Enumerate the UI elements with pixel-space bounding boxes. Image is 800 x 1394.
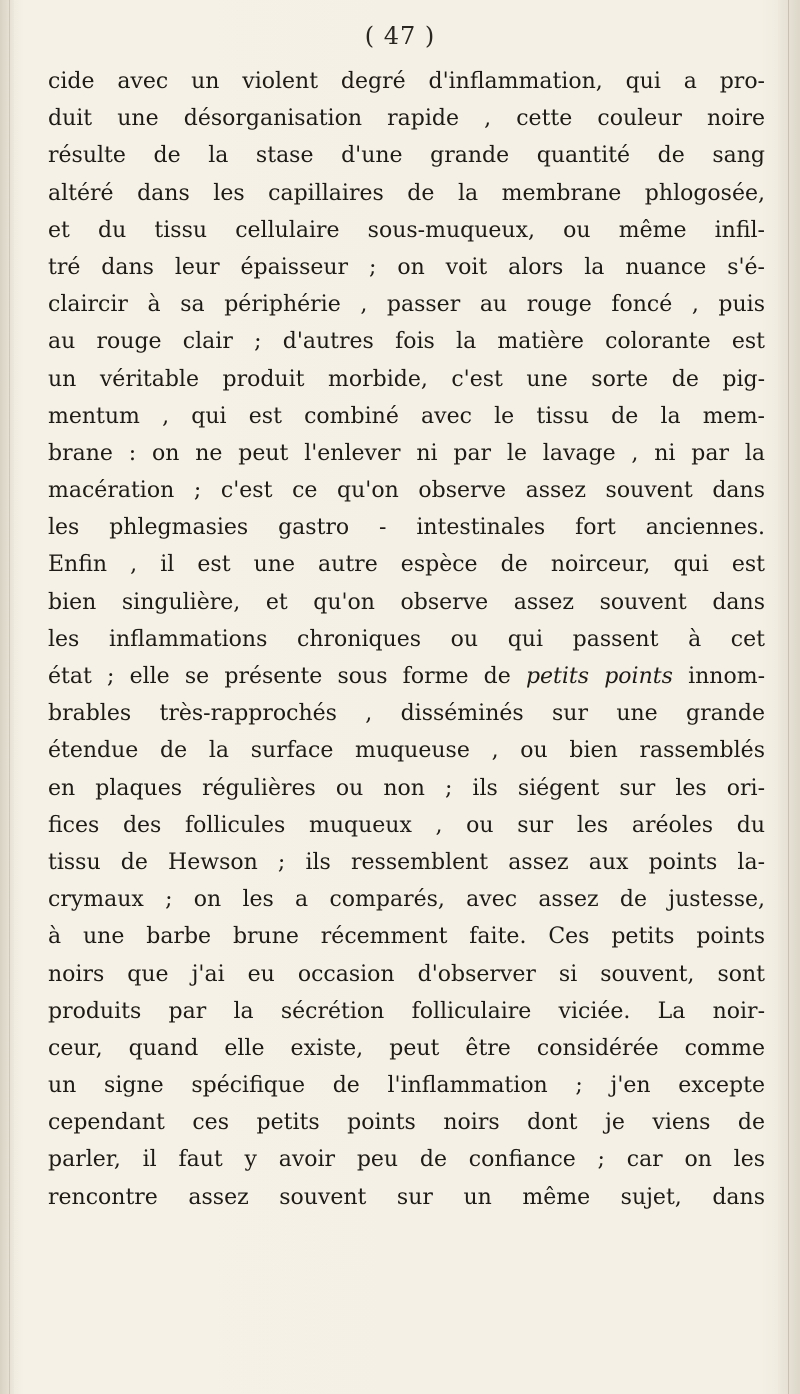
text-line: et du tissu cellulaire sous-muqueux, ou même infil-: [48, 217, 765, 243]
text-line: en plaques régulières ou non ; ils siégent sur les ori-: [48, 775, 765, 801]
text-line: un signe spécifique de l'inflammation ; j'en excepte: [48, 1073, 765, 1099]
text-line: fices des follicules muqueux , ou sur les aréoles du: [48, 812, 765, 838]
text-line: à une barbe brune récemment faite. Ces petits points: [48, 924, 765, 950]
text-line: brane : on ne peut l'enlever ni par le lavage , ni par la: [48, 440, 765, 466]
text-line: macération ; c'est ce qu'on observe assez souvent dans: [48, 478, 765, 504]
text-line: brables très-rapprochés , disséminés sur une grande: [48, 701, 765, 727]
text-line: les inflammations chroniques ou qui passent à cet: [48, 626, 765, 652]
text-line: claircir à sa périphérie , passer au rouge foncé , puis: [48, 292, 765, 318]
text-line: les phlegmasies gastro - intestinales fort anciennes.: [48, 515, 765, 541]
text-line: altéré dans les capillaires de la membrane phlogosée,: [48, 180, 765, 206]
text-line: parler, il faut y avoir peu de confiance ; car on les: [48, 1147, 765, 1173]
text-line: un véritable produit morbide, c'est une sorte de pig-: [48, 366, 765, 392]
text-segment: innom-: [672, 664, 765, 689]
text-line-with-italic: [48, 658, 765, 695]
page-right-edge: [778, 0, 800, 1394]
body-text: [48, 63, 765, 1216]
italic-phrase: petits points: [525, 664, 673, 689]
text-segment: état ; elle se présente sous forme de: [48, 664, 526, 689]
text-line: tissu de Hewson ; ils ressemblent assez aux points la-: [48, 849, 765, 875]
text-line: mentum , qui est combiné avec le tissu de la mem-: [48, 403, 765, 429]
text-line: bien singulière, et qu'on observe assez souvent dans: [48, 589, 765, 615]
text-line: duit une désorganisation rapide , cette couleur noire: [48, 106, 765, 132]
text-line: cide avec un violent degré d'inflammation, qui a pro-: [48, 69, 765, 94]
text-line: ceur, quand elle existe, peut être considérée comme: [48, 1035, 765, 1061]
text-line: crymaux ; on les a comparés, avec assez de justesse,: [48, 887, 765, 913]
text-line: étendue de la surface muqueuse , ou bien rassemblés: [48, 738, 765, 764]
text-line: tré dans leur épaisseur ; on voit alors la nuance s'é-: [48, 254, 765, 280]
text-line: produits par la sécrétion folliculaire viciée. La noir-: [48, 998, 765, 1024]
text-line: Enfin , il est une autre espèce de noirceur, qui est: [48, 552, 765, 578]
text-line: rencontre assez souvent sur un même sujet, dans: [48, 1184, 765, 1210]
text-line: au rouge clair ; d'autres fois la matière colorante est: [48, 329, 765, 355]
page-binding-edge: [0, 0, 14, 1394]
text-line: cependant ces petits points noirs dont je viens de: [48, 1110, 765, 1136]
text-line: noirs que j'ai eu occasion d'observer si souvent, sont: [48, 961, 765, 987]
text-line: résulte de la stase d'une grande quantité de sang: [48, 143, 765, 169]
page-number: ( 47 ): [364, 22, 436, 50]
